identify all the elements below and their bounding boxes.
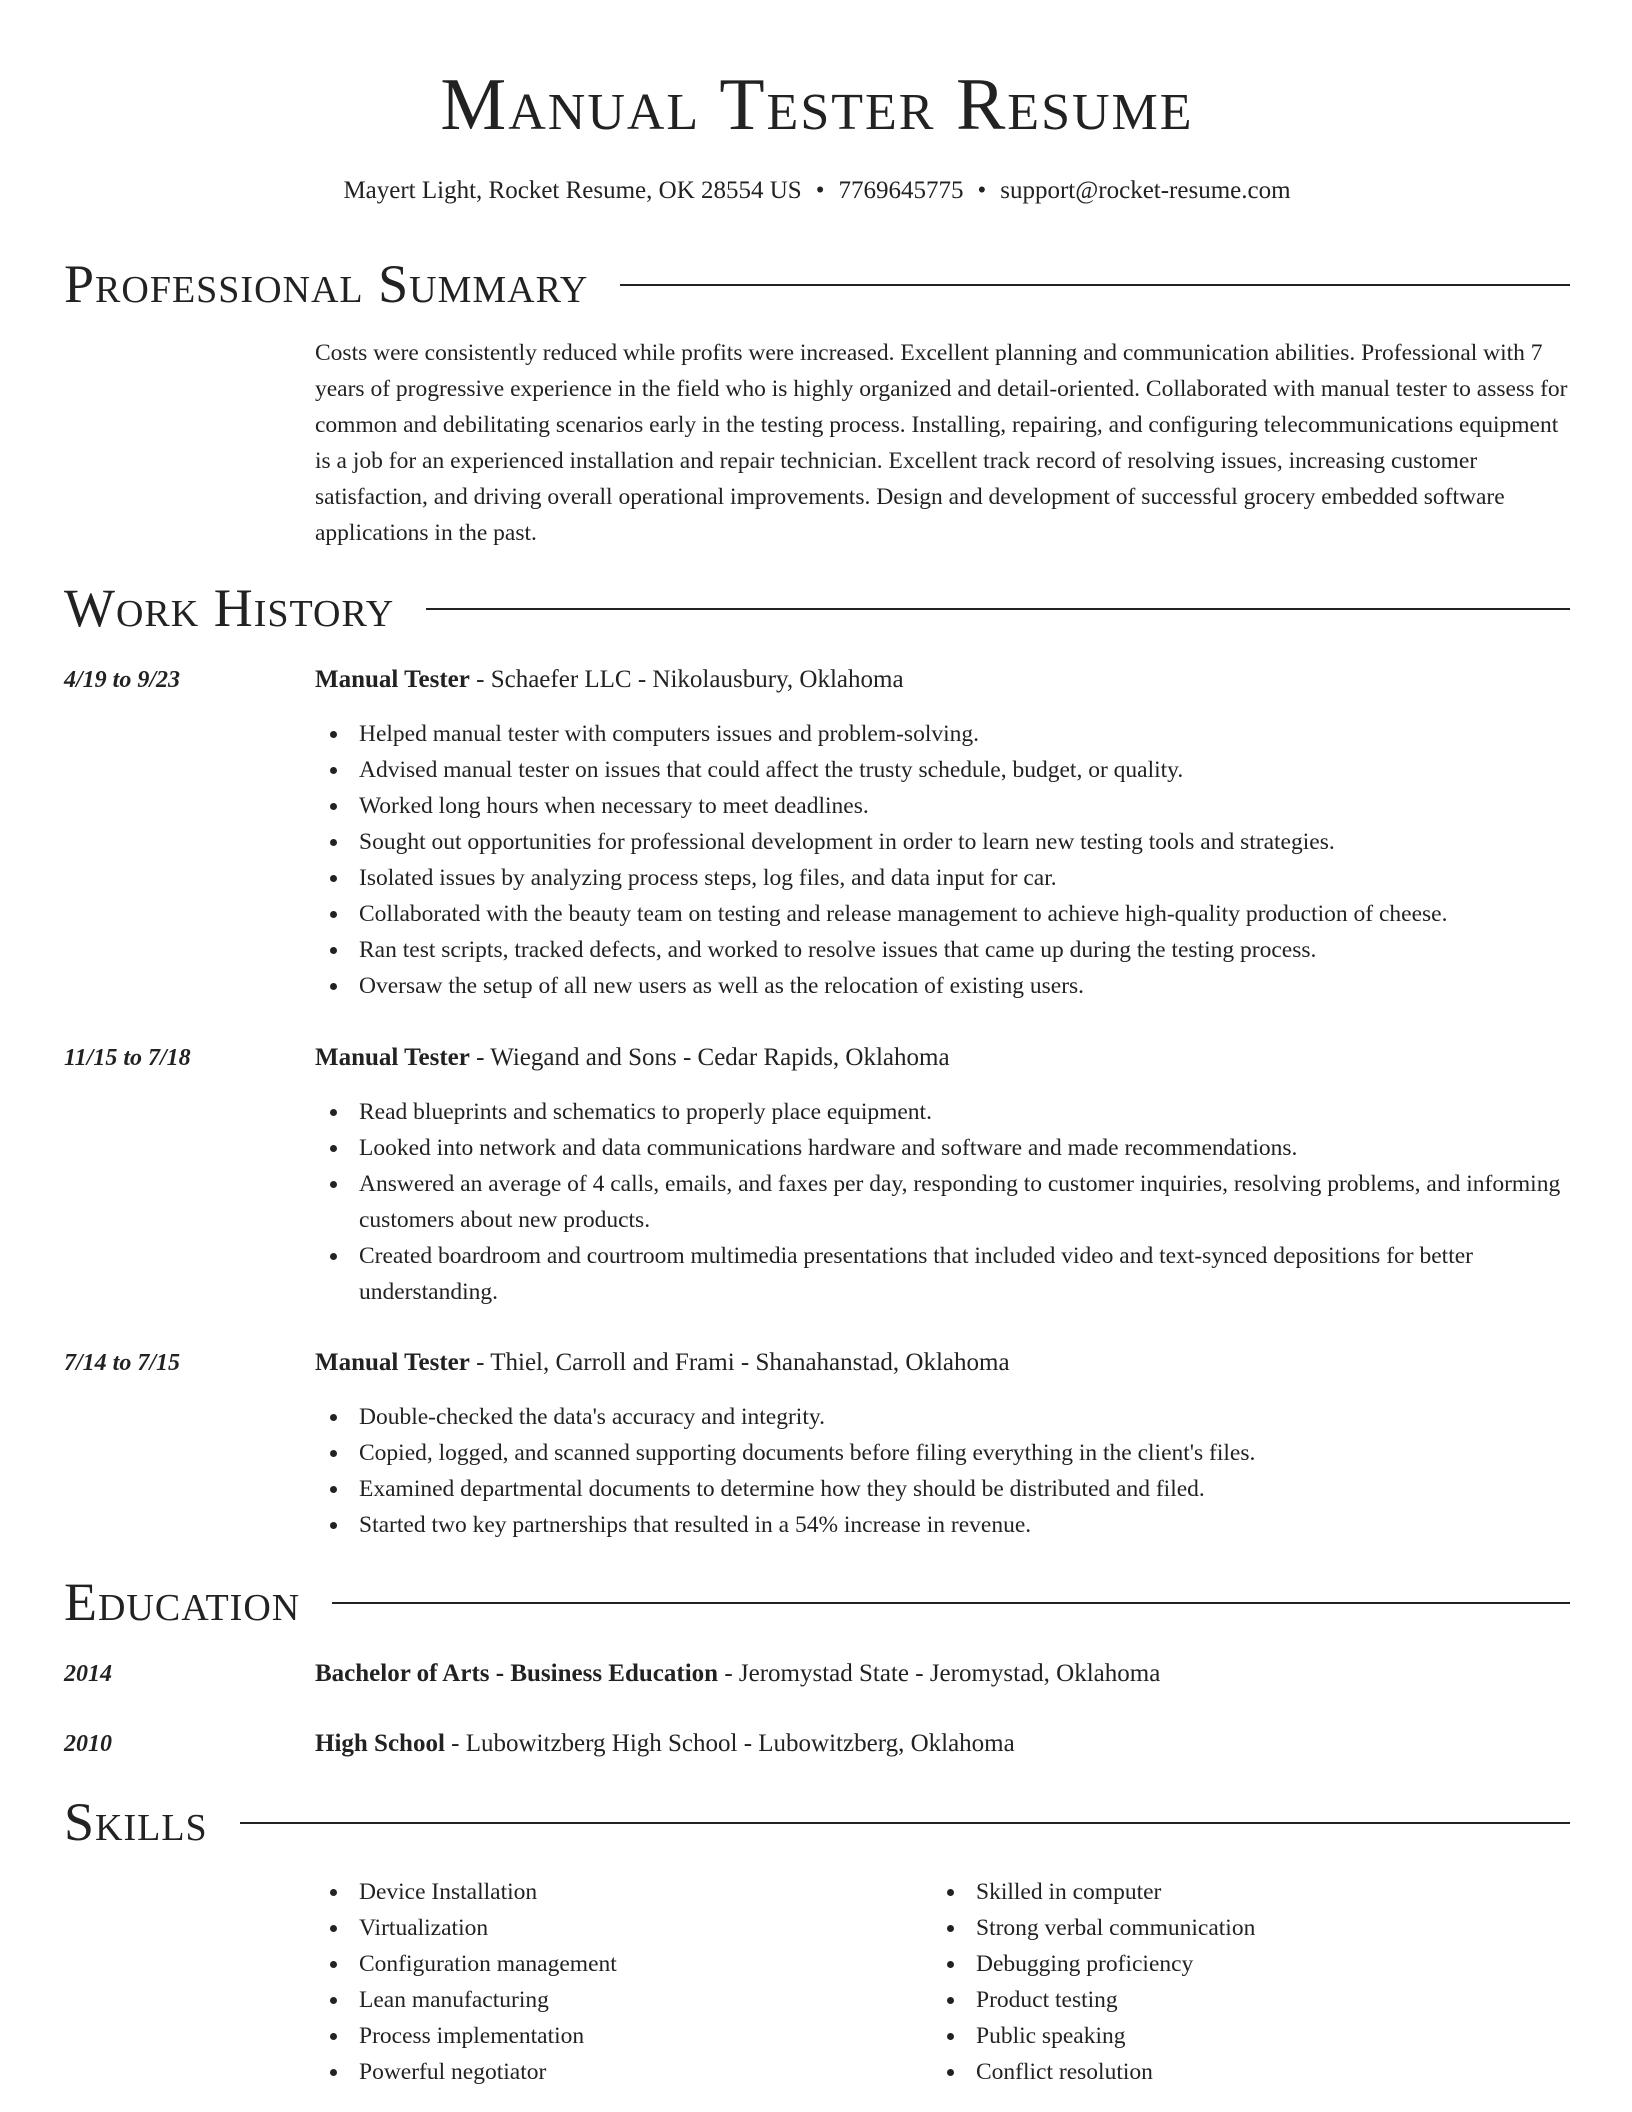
contact-phone[interactable]: 7769645775 <box>838 177 964 204</box>
job-dates: 11/15 to 7/18 <box>64 1045 191 1071</box>
education-year: 2010 <box>64 1731 112 1757</box>
section-divider <box>332 1602 1570 1604</box>
skill-item: Public speaking <box>976 2018 1492 2054</box>
work-heading: Work History <box>64 578 395 638</box>
skill-item: Product testing <box>976 1982 1492 2018</box>
skill-item: Debugging proficiency <box>976 1946 1492 1982</box>
education-section-heading <box>64 1570 1570 1634</box>
job-bullet: Looked into network and data communications hardware and software and made recommendations. <box>359 1130 1570 1166</box>
contact-separator: • <box>977 177 987 204</box>
skills-list-right <box>932 1874 1492 2090</box>
job-bullet: Read blueprints and schematics to properly place equipment. <box>359 1094 1570 1130</box>
skill-item: Powerful negotiator <box>359 2054 875 2090</box>
job-bullet: Answered an average of 4 calls, emails, and faxes per day, responding to customer inquiries, resolving problems, and informing customers about new products. <box>359 1166 1570 1238</box>
job-details: - Schaefer LLC - Nikolausbury, Oklahoma <box>469 666 904 693</box>
contact-address: Mayert Light, Rocket Resume, OK 28554 US <box>343 177 802 204</box>
job-details: - Thiel, Carroll and Frami - Shanahanstad, Oklahoma <box>469 1349 1010 1376</box>
summary-section-heading <box>64 252 1570 316</box>
job-bullet-list <box>315 1094 1570 1310</box>
job-bullet: Examined departmental documents to determine how they should be distributed and filed. <box>359 1471 1570 1507</box>
job-heading <box>315 1042 1570 1074</box>
education-entry <box>315 1658 1570 1690</box>
job-bullet: Collaborated with the beauty team on testing and release management to achieve high-quality production of cheese. <box>359 896 1570 932</box>
job-bullet: Oversaw the setup of all new users as well as the relocation of existing users. <box>359 968 1570 1004</box>
education-details: - Lubowitzberg High School - Lubowitzberg, Oklahoma <box>444 1730 1015 1757</box>
job-bullet: Helped manual tester with computers issues and problem-solving. <box>359 716 1570 752</box>
education-degree: High School <box>315 1730 445 1757</box>
skill-item: Skilled in computer <box>976 1874 1492 1910</box>
job-bullet: Created boardroom and courtroom multimedia presentations that included video and text-synced depositions for better understanding. <box>359 1238 1570 1310</box>
section-divider <box>240 1822 1570 1824</box>
skill-item: Configuration management <box>359 1946 875 1982</box>
resume-title: Manual Tester Resume <box>440 64 1194 146</box>
education-heading: Education <box>64 1572 301 1632</box>
job-bullet: Isolated issues by analyzing process steps, log files, and data input for car. <box>359 860 1570 896</box>
contact-separator: • <box>815 177 825 204</box>
skill-item: Virtualization <box>359 1910 875 1946</box>
job-heading <box>315 664 1570 696</box>
job-title: Manual Tester <box>315 1349 470 1376</box>
job-bullet: Sought out opportunities for professional development in order to learn new testing tools and strategies. <box>359 824 1570 860</box>
job-bullet: Started two key partnerships that resulted in a 54% increase in revenue. <box>359 1507 1570 1543</box>
summary-text: Costs were consistently reduced while profits were increased. Excellent planning and communication abilities. Professional with 7 years of progressive experience in the field who is highly organized and detail-oriented. Collaborated with manual tester to assess for common and debilitating scenarios early in the testing process. Installing, repairing, and configuring telecommunications equipment is a job for an experienced installation and repair technician. Excellent track record of resolving issues, increasing customer satisfaction, and driving overall operational improvements. Design and development of successful grocery embedded software applications in the past. <box>315 340 1568 546</box>
job-bullet-list <box>315 1399 1570 1543</box>
skills-list-left <box>315 1874 875 2090</box>
skill-item: Conflict resolution <box>976 2054 1492 2090</box>
job-details: - Wiegand and Sons - Cedar Rapids, Oklahoma <box>469 1044 950 1071</box>
contact-line <box>64 175 1570 207</box>
job-bullet: Advised manual tester on issues that could affect the trusty schedule, budget, or quality. <box>359 752 1570 788</box>
section-divider <box>426 608 1570 610</box>
job-bullet: Copied, logged, and scanned supporting documents before filing everything in the client's files. <box>359 1435 1570 1471</box>
job-dates: 4/19 to 9/23 <box>64 667 181 693</box>
skills-section-heading <box>64 1790 1570 1854</box>
skill-item: Strong verbal communication <box>976 1910 1492 1946</box>
job-bullet: Ran test scripts, tracked defects, and worked to resolve issues that came up during the testing process. <box>359 932 1570 968</box>
education-details: - Jeromystad State - Jeromystad, Oklahoma <box>718 1660 1161 1687</box>
skill-item: Process implementation <box>359 2018 875 2054</box>
job-dates: 7/14 to 7/15 <box>64 1350 181 1376</box>
contact-email[interactable]: support@rocket-resume.com <box>1000 177 1291 204</box>
skills-heading: Skills <box>64 1792 208 1852</box>
section-divider <box>620 284 1570 286</box>
skill-item: Lean manufacturing <box>359 1982 875 2018</box>
job-title: Manual Tester <box>315 1044 470 1071</box>
job-heading <box>315 1347 1570 1379</box>
work-section-heading <box>64 576 1570 640</box>
job-title: Manual Tester <box>315 666 470 693</box>
skill-item: Device Installation <box>359 1874 875 1910</box>
education-year: 2014 <box>64 1661 112 1687</box>
education-degree: Bachelor of Arts - Business Education <box>315 1660 719 1687</box>
job-bullet: Double-checked the data's accuracy and integrity. <box>359 1399 1570 1435</box>
job-bullet: Worked long hours when necessary to meet deadlines. <box>359 788 1570 824</box>
job-bullet-list <box>315 716 1570 1004</box>
education-entry <box>315 1728 1570 1760</box>
summary-heading: Professional Summary <box>64 254 589 314</box>
